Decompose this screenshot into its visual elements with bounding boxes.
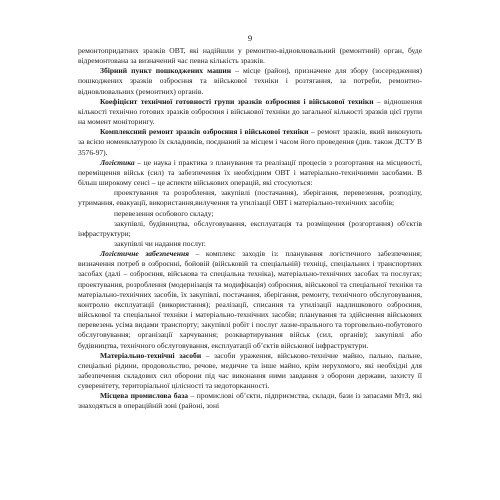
list-item: проектування та розроблення, закупівлі (постачання), зберігання, перевезення, розподілу, утримання, евакуації, використання,вилучення та утилізації ОВТ і матеріально-технічних засобів; bbox=[78, 188, 422, 208]
body-text bbox=[78, 46, 422, 412]
definition-term: Матеріально-технічні засоби bbox=[100, 350, 202, 360]
definition-term: Логістичне забезпечення bbox=[100, 249, 190, 259]
definition-paragraph bbox=[78, 391, 422, 411]
page-number: 9 bbox=[247, 33, 253, 43]
definition-term: Логістика bbox=[100, 157, 135, 167]
list-item: закупівлі чи надання послуг. bbox=[114, 238, 206, 248]
definition-text: – ремонт зразків, який виконують за всією номенклатурою їх складників, поєднаний за місцем і часом його проведення (див. також ДСТУ В 3576-97). bbox=[78, 127, 422, 157]
list-item: закупівлі, будівництва, обслуговування, експлуатація та розміщення (розгортання) об'єктів інфраструктури; bbox=[78, 218, 422, 238]
definition-term: Збірний пункт пошкоджених машин bbox=[100, 66, 232, 76]
definition-term: Комплексний ремонт зразків озброєння і військової техніки bbox=[100, 127, 309, 137]
definition-term: Коефіцієнт технічної готовності групи зразків озброєння і військової техніки bbox=[100, 96, 374, 106]
definition-paragraph bbox=[78, 97, 422, 127]
definition-text: – відношення кількості технічно готових зразків озброєння і військової техніки до загальної кількості зразків цієї групи на момент моніторингу. bbox=[78, 96, 422, 127]
definition-paragraph bbox=[78, 158, 422, 188]
definition-text: – місце (район), призначене для збору (зосередження) пошкоджених зразків озброєння та військової техніки і розтягання, за потреби, ремонтно-відновлювальних (ремонтних) органів. bbox=[78, 66, 422, 96]
definition-paragraph bbox=[78, 66, 422, 96]
definition-term: Місцева промислова база bbox=[100, 391, 189, 401]
list-item: перевезення особового складу; bbox=[114, 208, 214, 218]
definition-text: – засоби ураження, військово-технічне майно, пально, пальне, спеціальні рідини, продовольство, речове, медичне та інше майно, крім нерухомого, які необхідні для забезпечення складових сил оборони під час виконання ними завдання з оборони держави, захисту її суверенітету, територіальної цілісності та недоторканності. bbox=[78, 350, 423, 391]
definition-text: – це наука і практика з планування та реалізації процесів з розгортання на місцевості, переміщення військ (сил) та забезпечення їх необхідним ОВТ і матеріально-технічними засобами. В більш широкому сенсі – це аспекти військових операцій, які стосуються: bbox=[78, 157, 422, 188]
definition-text: – комплекс заходів із: планування логістичного забезпечення; визначення потреб в озброєнні, бойовій (військовій та спеціальній) техніці, спеціальних і транспортних засобах (далі – озброєння, військова та спеціальна техніка), матеріально-технічних засобах та послугах; проектування, розроблення (модернізація та модифікація) озброєння, військової та спеціальної техніки та матеріально-технічних засобів, їх закупівлі, постачання, зберігання, ремонту, технічного обслуговування, контролю експлуатації (використання); реалізації, списання та утилізації надлишкового озброєння, військової та спеціальної техніки і матеріально-технічних засобів; планування та здійснення військових перевезень усіма видами транспорту; закупівлі робіт і послуг лазне-прального та торговельно-побутового обслуговування; організації харчування; розквартирування військ (сил, органів); закупівлі або будівництва, технічного обслуговування, експлуатації об’єктів військової інфраструктури. bbox=[78, 249, 422, 350]
definition-paragraph bbox=[78, 351, 422, 392]
definition-paragraph bbox=[78, 249, 422, 351]
definition-paragraph bbox=[78, 127, 422, 157]
definition-text: – промислові об’єкти, підприємства, склади, бази із запасами МтЗ, які знаходяться в операційній зоні (районі, зоні bbox=[78, 391, 422, 411]
paragraph: ремонтопридатних зразків ОВТ, які надійшли у ремонтно-відновлювальний (ремонтний) орган, буде відремонтована за визначений час певна кількість зразків. bbox=[78, 46, 422, 66]
